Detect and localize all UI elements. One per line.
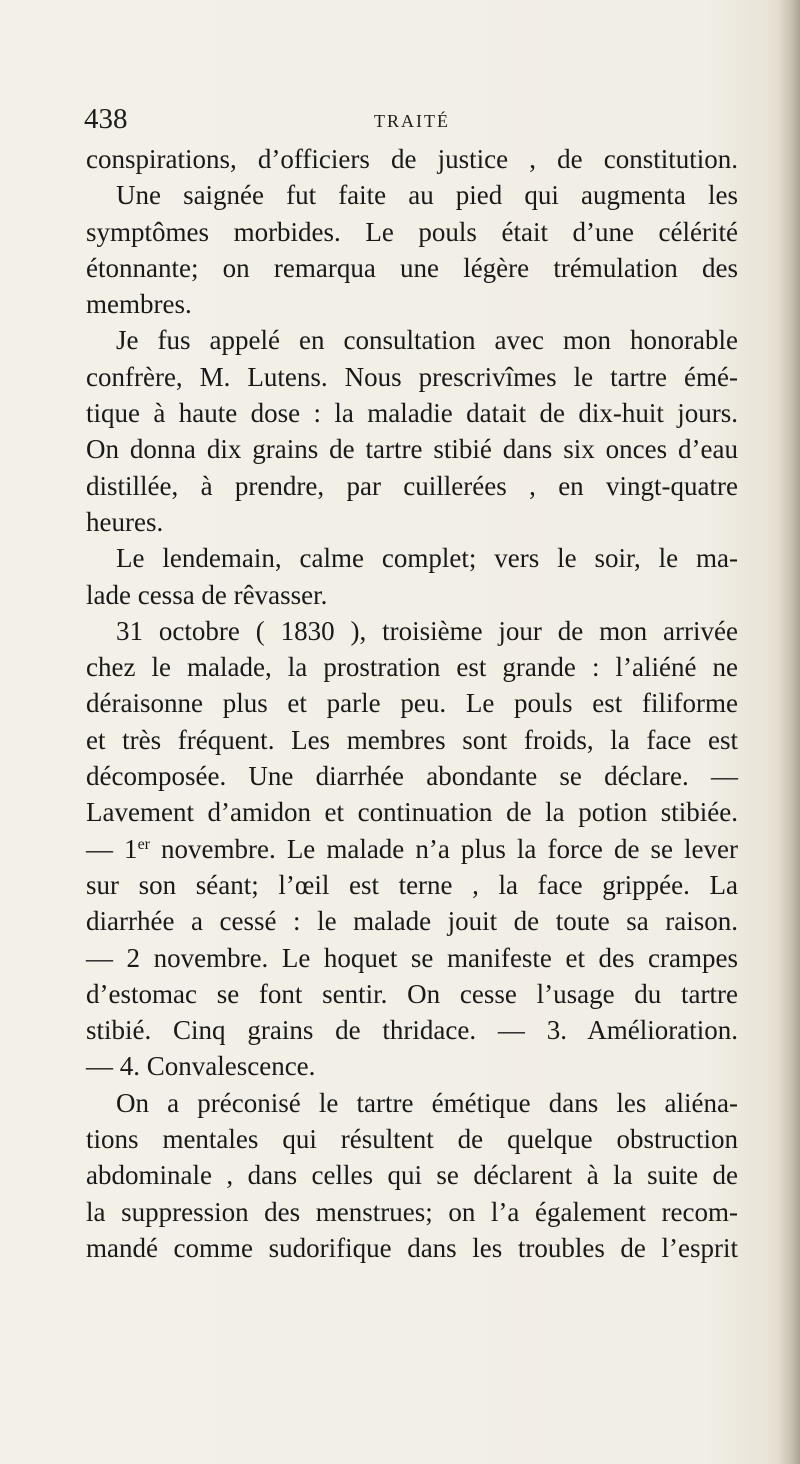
- text-line: Je fus appelé en consultation avec mon honorable: [116, 325, 738, 356]
- text-line: étonnante; on remarqua une légère trémulation des: [86, 252, 738, 283]
- text-line: — 2 novembre. Le hoquet se manifeste et des crampes: [86, 942, 738, 973]
- text-line: la suppression des menstrues; on l’a également recom-: [86, 1196, 738, 1227]
- text-line: sur son séant; l’œil est terne , la face grippée. La: [86, 869, 738, 900]
- text-line: diarrhée a cessé : le malade jouit de toute sa raison.: [86, 906, 738, 937]
- text-line: conspirations, d’officiers de justice , de constitution.: [86, 144, 738, 174]
- text-fragment: — 1: [86, 833, 138, 864]
- text-line: membres.: [86, 289, 192, 320]
- text-line: d’estomac se font sentir. On cesse l’usage du tartre: [86, 978, 738, 1009]
- text-line: Le lendemain, calme complet; vers le soir, le ma-: [116, 543, 738, 574]
- text-line: — 4. Convalescence.: [86, 1051, 316, 1082]
- text-line: décomposée. Une diarrhée abondante se déclare. —: [86, 761, 738, 792]
- running-title: TRAITÉ: [374, 111, 450, 131]
- text-line: chez le malade, la prostration est grande : l’aliéné ne: [86, 652, 738, 683]
- text-line: Lavement d’amidon et continuation de la potion stibiée.: [86, 797, 738, 828]
- text-line: déraisonne plus et parle peu. Le pouls est filiforme: [86, 688, 738, 719]
- text-line: On donna dix grains de tartre stibié dans six onces d’eau: [86, 434, 738, 465]
- body-text: [86, 141, 738, 1266]
- text-line: stibié. Cinq grains de thridace. — 3. Amélioration.: [86, 1015, 738, 1046]
- text-line: heures.: [86, 506, 164, 537]
- text-line: tions mentales qui résultent de quelque obstruction: [86, 1124, 738, 1155]
- text-line: et très fréquent. Les membres sont froids, la face est: [86, 724, 738, 755]
- text-line: confrère, M. Lutens. Nous prescrivîmes le tartre émé-: [86, 361, 738, 392]
- text-line: symptômes morbides. Le pouls était d’une célérité: [86, 216, 738, 247]
- text-line: lade cessa de rêvasser.: [86, 579, 328, 610]
- text-line: tique à haute dose : la maladie datait de dix-huit jours.: [86, 398, 738, 429]
- text-fragment: novembre. Le malade n’a plus la force de se lever: [150, 833, 739, 864]
- page-number: 438: [84, 103, 128, 135]
- running-head: [84, 103, 724, 135]
- page-edge-shadow: [778, 0, 800, 1464]
- text-line: mandé comme sudorifique dans les troubles de l’esprit: [86, 1232, 738, 1263]
- text-line: abdominale , dans celles qui se déclarent à la suite de: [86, 1160, 738, 1191]
- text-line-with-superscript: [86, 831, 738, 867]
- text-line: On a préconisé le tartre émétique dans les aliéna-: [116, 1087, 738, 1118]
- text-line: distillée, à prendre, par cuillerées , en vingt-quatre: [86, 470, 738, 501]
- text-line: 31 octobre ( 1830 ), troisième jour de mon arrivée: [116, 615, 738, 646]
- superscript: er: [137, 835, 150, 853]
- text-line: Une saignée fut faite au pied qui augmenta les: [116, 180, 738, 211]
